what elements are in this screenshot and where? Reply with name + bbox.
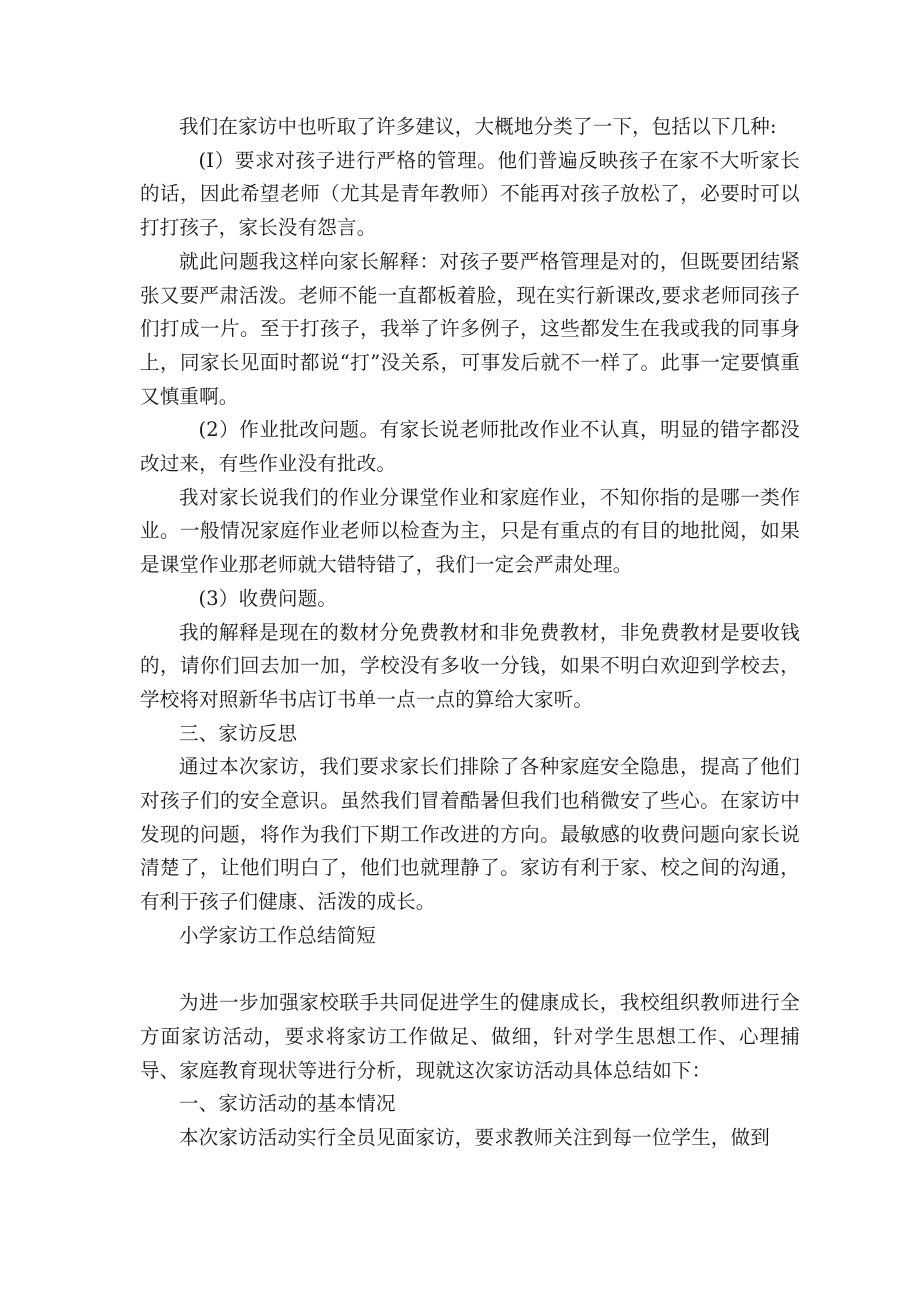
blank-line: [140, 953, 800, 987]
paragraph-summary-intro: 为进一步加强家校联手共同促进学生的健康成长，我校组织教师进行全方面家访活动，要求将家访工作做足、做细，针对学生思想工作、心理捕导、家庭教育现状等进行分析，现就这次家访活动具体总结如下：: [140, 991, 800, 1082]
section-heading-basic-info: 一、家访活动的基本情况: [179, 1092, 396, 1116]
paragraph-item-2-homework: (2）作业批改问题。有家长说老师批改作业不认真，明显的错字都没改过来，有些作业没有批改。: [140, 418, 800, 476]
paragraph-basic-info: 本次家访活动实行全员见面家访，要求教师关注到每一位学生，做到: [179, 1126, 771, 1150]
paragraph-explanation-3: 我的解释是现在的数材分免费教材和非免费教材，非免费教材是要收钱的，请你们回去加一加，学校没有多收一分钱，如果不明白欢迎到学校去，学校将对照新华书店订书单一点一点的算给大家听。: [140, 620, 800, 711]
section-heading-reflection: 三、家访反思: [179, 721, 298, 745]
paragraph-item-3-fees: (3）收费问题。: [198, 586, 338, 610]
document-body: [140, 110, 800, 1155]
paragraph-explanation-2: 我对家长说我们的作业分课堂作业和家庭作业，不知你指的是哪一类作业。一般情况家庭作业老师以检查为主，只是有重点的有目的地批阅，如果是课堂作业那老师就大错特错了，我们一定会严肃处理。: [140, 485, 800, 577]
paragraph-explanation-1: 就此问题我这样向家长解释：对孩子要严格管理是对的，但既要团结紧张又要严肃活泼。老师不能一直都板着脸，现在实行新课改,要求老师同孩子们打成一片。至于打孩子，我举了许多例子，这些都发生在我或我的同事身上，同家长见面时都说“打”没关系，可事发后就不一样了。此事一定要慎重又慎重啊。: [140, 249, 800, 408]
paragraph-suggestions-intro: 我们在家访中也听取了许多建议，大概地分类了一下，包括以下几种:: [179, 115, 777, 138]
paragraph-reflection: 通过本次家访，我们要求家长们排除了各种家庭安全隐患，提高了他们对孩子们的安全意识。虽然我们冒着酷暑但我们也稍微安了些心。在家访中发现的问题，将作为我们下期工作改进的方向。最敏感的收费问题向家长说清楚了，让他们明白了，他们也就理静了。家访有利于家、校之间的沟通，有利于孩子们健康、活泼的成长。: [140, 755, 800, 914]
document-subtitle: 小学家访工作总结简短: [179, 923, 377, 947]
paragraph-item-1-strict-management: (I）要求对孩子进行严格的管理。他们普遍反映孩子在家不大听家长的话，因此希望老师（尤其是青年教师）不能再对孩子放松了，必要时可以打打孩子，家长没有怨言。: [140, 148, 800, 240]
